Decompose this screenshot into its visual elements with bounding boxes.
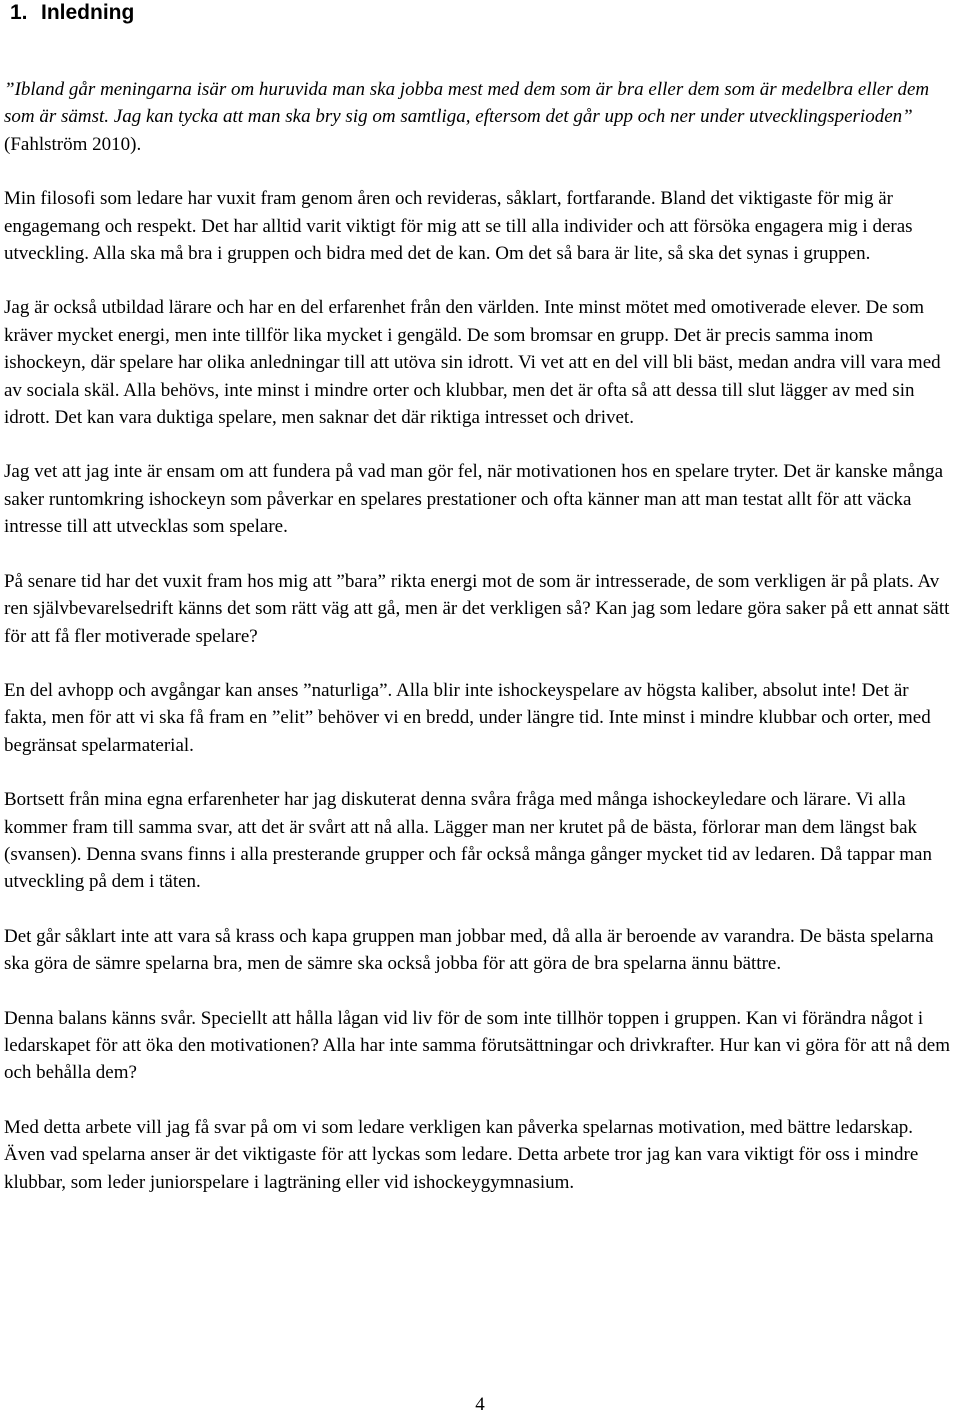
page-number: 4 bbox=[475, 1394, 485, 1415]
quote-citation: (Fahlström 2010). bbox=[4, 133, 142, 155]
section-heading bbox=[10, 0, 134, 26]
paragraph: Min filosofi som ledare har vuxit fram genom åren och revideras, såklart, fortfarande. Bland det viktigaste för mig är engagemang och respekt. Det har alltid varit viktigt för mig att se till alla individer och att försöka engagera mig i deras utveckling. Alla ska må bra i gruppen och bidra med det de kan. Om det så bara är lite, så ska det synas i gruppen. bbox=[4, 188, 913, 265]
quote-text: ”Ibland går meningarna isär om huruvida man ska jobba mest med dem som är bra eller dem som är medelbra eller dem som är sämst. Jag kan tycka att man ska bry sig om samtliga, eftersom det går upp och ner under utvecklingsperioden” bbox=[4, 79, 930, 128]
paragraph: Denna balans känns svår. Speciellt att hålla lågan vid liv för de som inte tillhör toppen i gruppen. Kan vi förändra något i ledarskapet för att öka den motivationen? Alla har inte samma förutsättningar och drivkrafter. Hur kan vi göra för att nå dem och behålla dem? bbox=[4, 1007, 950, 1084]
section-title: Inledning bbox=[41, 1, 135, 24]
paragraph: Jag vet att jag inte är ensam om att fundera på vad man gör fel, när motivationen hos en spelare tryter. Det är kanske många saker runtomkring ishockeyn som påverkar en spelares prestationer och ofta känner man att man testat allt för att väcka intresse till att utvecklas som spelare. bbox=[4, 461, 944, 538]
paragraph: En del avhopp och avgångar kan anses ”naturliga”. Alla blir inte ishockeyspelare av högsta kaliber, absolut inte! Det är fakta, men för att vi ska få fram en ”elit” behöver vi en bredd, under längre tid. Inte minst i mindre klubbar och orter, med begränsat spelarmaterial. bbox=[4, 679, 931, 756]
paragraph: Med detta arbete vill jag få svar på om vi som ledare verkligen kan påverka spelarnas motivation, med bättre ledarskap. Även vad spelarna anser är det viktigaste för att lyckas som ledare. Detta arbete tror jag kan vara viktigt för oss i mindre klubbar, som leder juniorspelare i lagträning eller vid ishockeygymnasium. bbox=[4, 1116, 919, 1193]
section-number: 1. bbox=[10, 1, 28, 24]
body-text bbox=[4, 76, 956, 1223]
paragraph: På senare tid har det vuxit fram hos mig att ”bara” rikta energi mot de som är intresserade, de som verkligen är på plats. Av ren självbevarelsedrift känns det som rätt väg att gå, men är det verkligen så? Kan jag som ledare göra saker på ett annat sätt för att få fler motiverade spelare? bbox=[4, 570, 950, 647]
paragraph: Bortsett från mina egna erfarenheter har jag diskuterat denna svåra fråga med många ishockeyledare och lärare. Vi alla kommer fram till samma svar, att det är svårt att nå alla. Lägger man ner krutet på de bästa, förlorar man dem längst bak (svansen). Denna svans finns i alla presterande grupper och får också många gånger mycket tid av ledaren. Då tappar man utveckling på dem i täten. bbox=[4, 789, 932, 893]
paragraph: Jag är också utbildad lärare och har en del erfarenhet från den världen. Inte minst mötet med omotiverade elever. De som kräver mycket energi, men inte tillför lika mycket i gengäld. De som bromsar en grupp. Det är precis samma inom ishockeyn, där spelare har olika anledningar till att utöva sin idrott. Vi vet att en del vill bli bäst, medan andra vill vara med av sociala skäl. Alla behövs, inte minst i mindre orter och klubbar, men det är ofta så att dessa till slut lägger av med sin idrott. Det kan vara duktiga spelare, men saknar det där riktiga intresset och drivet. bbox=[4, 297, 941, 429]
opening-quote bbox=[4, 76, 956, 158]
paragraph: Det går såklart inte att vara så krass och kapa gruppen man jobbar med, då alla är beroende av varandra. De bästa spelarna ska göra de sämre spelarna bra, men de sämre ska också jobba för att göra de bra spelarna ännu bättre. bbox=[4, 925, 934, 975]
